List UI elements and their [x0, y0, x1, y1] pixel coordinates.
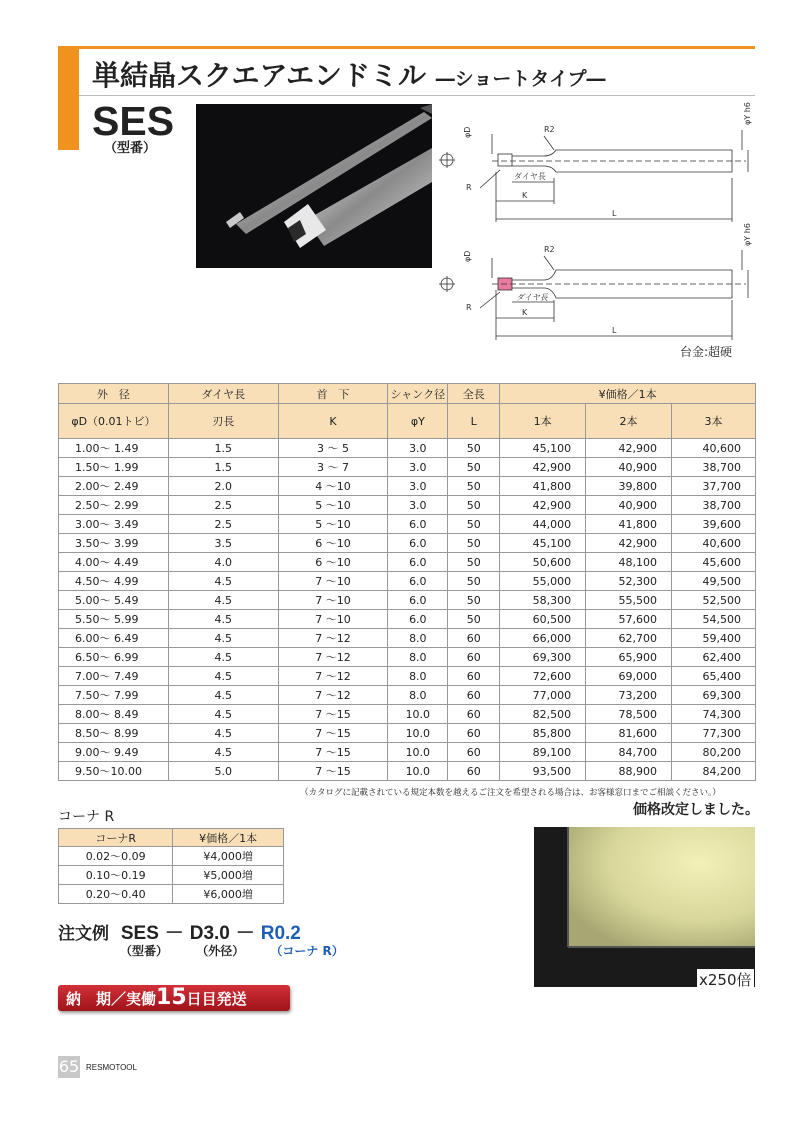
table-cell: 69,300	[500, 648, 586, 667]
table-cell: 50	[448, 534, 500, 553]
table-cell: 60	[448, 762, 500, 781]
th-total-len: 全長	[448, 384, 500, 404]
table-cell: 41,800	[586, 515, 672, 534]
table-cell: 73,200	[586, 686, 672, 705]
table-row	[59, 553, 756, 572]
brand-name: RESMOTOOL	[86, 1063, 137, 1072]
table-row	[59, 591, 756, 610]
delivery-prefix: 納 期／実働	[66, 990, 157, 1008]
corner-cell: 0.02〜0.09	[59, 847, 173, 866]
table-cell: 3.00〜 3.49	[59, 515, 169, 534]
table-cell: 40,900	[586, 458, 672, 477]
table-cell: 5.50〜 5.99	[59, 610, 169, 629]
table-cell: 4.5	[168, 724, 278, 743]
spec-table	[58, 383, 756, 781]
table-cell: 62,700	[586, 629, 672, 648]
th-k: K	[278, 404, 388, 439]
microscope-image	[534, 827, 755, 987]
table-cell: 52,500	[672, 591, 756, 610]
table-cell: 10.0	[388, 762, 448, 781]
table-row	[59, 705, 756, 724]
delivery-days: 15	[156, 985, 187, 1010]
table-cell: 7 〜15	[278, 762, 388, 781]
order-dash-2: －	[235, 923, 255, 944]
table-cell: 50	[448, 572, 500, 591]
table-cell: 8.0	[388, 648, 448, 667]
label-l-1: L	[612, 209, 617, 218]
model-code: SES	[92, 98, 175, 144]
table-cell: 7 〜12	[278, 648, 388, 667]
label-r-2: R	[466, 303, 472, 312]
table-cell: 50,600	[500, 553, 586, 572]
table-cell: 57,600	[586, 610, 672, 629]
order-dash-1: －	[164, 923, 184, 944]
table-cell: 4.0	[168, 553, 278, 572]
table-cell: 10.0	[388, 743, 448, 762]
table-cell: 6.0	[388, 610, 448, 629]
table-cell: 6.00〜 6.49	[59, 629, 169, 648]
order-example	[58, 918, 301, 945]
table-cell: 62,400	[672, 648, 756, 667]
order-corner-label: （コーナ R）	[270, 944, 344, 958]
table-row	[59, 648, 756, 667]
table-cell: 74,300	[672, 705, 756, 724]
table-cell: 82,500	[500, 705, 586, 724]
table-cell: 48,100	[586, 553, 672, 572]
drawing-bottom	[439, 223, 752, 340]
th-phi-d: φD（0.01トビ）	[59, 404, 169, 439]
table-cell: 45,100	[500, 534, 586, 553]
product-photo	[196, 104, 432, 268]
table-cell: 4.5	[168, 610, 278, 629]
table-cell: 2.50〜 2.99	[59, 496, 169, 515]
corner-row	[59, 885, 284, 904]
th-corner-r: コーナR	[59, 829, 173, 847]
table-cell: 58,300	[500, 591, 586, 610]
table-cell: 69,000	[586, 667, 672, 686]
table-cell: 38,700	[672, 458, 756, 477]
model-code-label: （型番）	[104, 141, 157, 156]
title-main: 単結晶スクエアエンドミル	[92, 59, 427, 92]
label-dia-len-2: ダイヤ長	[516, 293, 548, 302]
table-cell: 4.5	[168, 743, 278, 762]
corner-cell: 0.20〜0.40	[59, 885, 173, 904]
th-outer-dia: 外 径	[59, 384, 169, 404]
corner-row	[59, 866, 284, 885]
label-k-1: K	[522, 191, 528, 200]
table-cell: 2.5	[168, 515, 278, 534]
table-cell: 50	[448, 496, 500, 515]
table-cell: 89,100	[500, 743, 586, 762]
table-cell: 40,600	[672, 534, 756, 553]
th-phi-y: φY	[388, 404, 448, 439]
table-cell: 60	[448, 667, 500, 686]
table-cell: 42,900	[500, 458, 586, 477]
header-row-2	[59, 404, 756, 439]
table-cell: 4.5	[168, 572, 278, 591]
label-r2-2: R2	[544, 245, 555, 254]
table-cell: 7 〜15	[278, 743, 388, 762]
table-cell: 4.5	[168, 648, 278, 667]
table-cell: 4.5	[168, 667, 278, 686]
table-cell: 6 〜10	[278, 553, 388, 572]
table-cell: 77,300	[672, 724, 756, 743]
table-cell: 4.5	[168, 705, 278, 724]
table-cell: 60	[448, 724, 500, 743]
th-l: L	[448, 404, 500, 439]
table-row	[59, 572, 756, 591]
table-cell: 50	[448, 553, 500, 572]
table-cell: 5 〜10	[278, 515, 388, 534]
table-cell: 6 〜10	[278, 534, 388, 553]
table-cell: 3.50〜 3.99	[59, 534, 169, 553]
order-model-label: （型番）	[120, 944, 169, 958]
table-cell: 6.0	[388, 572, 448, 591]
corner-r-title: コーナ R	[58, 809, 115, 825]
table-cell: 39,800	[586, 477, 672, 496]
label-r2-1: R2	[544, 125, 555, 134]
page-title	[92, 54, 605, 94]
corner-cell: ¥4,000増	[173, 847, 284, 866]
table-cell: 7 〜10	[278, 610, 388, 629]
order-label: 注文例	[58, 924, 109, 944]
table-cell: 65,900	[586, 648, 672, 667]
table-cell: 6.0	[388, 534, 448, 553]
table-cell: 4.5	[168, 591, 278, 610]
label-k-2: K	[522, 308, 528, 317]
table-cell: 81,600	[586, 724, 672, 743]
table-cell: 60	[448, 629, 500, 648]
table-row	[59, 439, 756, 458]
table-cell: 7 〜10	[278, 591, 388, 610]
table-cell: 50	[448, 477, 500, 496]
th-qty-3: 3本	[672, 404, 756, 439]
table-cell: 7 〜12	[278, 686, 388, 705]
table-cell: 5.00〜 5.49	[59, 591, 169, 610]
table-cell: 7 〜15	[278, 705, 388, 724]
table-cell: 7 〜15	[278, 724, 388, 743]
table-cell: 78,500	[586, 705, 672, 724]
table-cell: 2.00〜 2.49	[59, 477, 169, 496]
table-cell: 4.5	[168, 629, 278, 648]
table-cell: 60	[448, 648, 500, 667]
order-corner: R0.2	[260, 923, 301, 944]
table-row	[59, 496, 756, 515]
table-cell: 8.0	[388, 629, 448, 648]
table-row	[59, 515, 756, 534]
table-cell: 4.5	[168, 686, 278, 705]
label-d-1: φD	[463, 126, 472, 138]
label-d-2: φD	[463, 250, 472, 262]
delivery-suffix: 日目発送	[186, 990, 247, 1008]
corner-cell: ¥5,000増	[173, 866, 284, 885]
corner-cell: 0.10〜0.19	[59, 866, 173, 885]
table-cell: 1.00〜 1.49	[59, 439, 169, 458]
table-cell: 66,000	[500, 629, 586, 648]
table-cell: 69,300	[672, 686, 756, 705]
table-cell: 39,600	[672, 515, 756, 534]
table-row	[59, 458, 756, 477]
table-cell: 4.50〜 4.99	[59, 572, 169, 591]
table-cell: 8.50〜 8.99	[59, 724, 169, 743]
order-diameter-label: （外径）	[196, 944, 245, 958]
drawing-top	[439, 102, 752, 222]
table-cell: 80,200	[672, 743, 756, 762]
table-cell: 55,500	[586, 591, 672, 610]
table-cell: 50	[448, 515, 500, 534]
table-row	[59, 477, 756, 496]
table-cell: 3.0	[388, 458, 448, 477]
table-row	[59, 534, 756, 553]
table-cell: 5.0	[168, 762, 278, 781]
label-r-1: R	[466, 183, 472, 192]
table-cell: 60	[448, 686, 500, 705]
table-cell: 3 〜 5	[278, 439, 388, 458]
table-cell: 50	[448, 610, 500, 629]
table-cell: 45,100	[500, 439, 586, 458]
table-cell: 84,200	[672, 762, 756, 781]
title-subtitle: ―ショートタイプ―	[435, 68, 606, 90]
table-cell: 42,900	[586, 534, 672, 553]
table-cell: 40,600	[672, 439, 756, 458]
table-cell: 38,700	[672, 496, 756, 515]
table-cell: 8.0	[388, 667, 448, 686]
technical-drawings	[436, 100, 756, 350]
table-row	[59, 762, 756, 781]
table-cell: 6.0	[388, 515, 448, 534]
table-cell: 8.0	[388, 686, 448, 705]
table-cell: 84,700	[586, 743, 672, 762]
table-cell: 3.0	[388, 496, 448, 515]
table-cell: 7 〜12	[278, 629, 388, 648]
table-cell: 3.0	[388, 439, 448, 458]
magnification-label: x250倍	[699, 971, 752, 989]
table-cell: 60,500	[500, 610, 586, 629]
th-dia-len: ダイヤ長	[168, 384, 278, 404]
order-diameter: D3.0	[189, 923, 230, 944]
table-cell: 6.50〜 6.99	[59, 648, 169, 667]
table-cell: 5 〜10	[278, 496, 388, 515]
table-cell: 3.0	[388, 477, 448, 496]
th-neck: 首 下	[278, 384, 388, 404]
table-row	[59, 629, 756, 648]
table-cell: 65,400	[672, 667, 756, 686]
table-cell: 1.5	[168, 439, 278, 458]
table-cell: 7 〜12	[278, 667, 388, 686]
th-qty-2: 2本	[586, 404, 672, 439]
table-cell: 60	[448, 705, 500, 724]
table-cell: 9.00〜 9.49	[59, 743, 169, 762]
table-cell: 72,600	[500, 667, 586, 686]
page-number: 65	[58, 1057, 80, 1076]
corner-r-table	[58, 828, 284, 904]
table-cell: 41,800	[500, 477, 586, 496]
table-cell: 6.0	[388, 591, 448, 610]
table-cell: 4.00〜 4.49	[59, 553, 169, 572]
table-row	[59, 667, 756, 686]
table-cell: 50	[448, 591, 500, 610]
top-rule	[79, 46, 755, 49]
table-cell: 85,800	[500, 724, 586, 743]
table-cell: 2.5	[168, 496, 278, 515]
table-cell: 55,000	[500, 572, 586, 591]
table-cell: 60	[448, 743, 500, 762]
delivery-badge	[58, 985, 290, 1011]
table-cell: 7.00〜 7.49	[59, 667, 169, 686]
label-yh6-1: φY h6	[743, 102, 752, 125]
title-rule	[79, 95, 755, 96]
order-example-labels	[120, 942, 344, 959]
table-cell: 1.50〜 1.99	[59, 458, 169, 477]
header-row-1	[59, 384, 756, 404]
table-cell: 37,700	[672, 477, 756, 496]
accent-bar	[58, 46, 79, 150]
th-shank: シャンク径	[388, 384, 448, 404]
table-cell: 7 〜10	[278, 572, 388, 591]
corner-row	[59, 847, 284, 866]
label-l-2: L	[612, 326, 617, 335]
table-cell: 54,500	[672, 610, 756, 629]
table-row	[59, 743, 756, 762]
alloy-note: 台金:超硬	[680, 345, 733, 359]
table-cell: 8.00〜 8.49	[59, 705, 169, 724]
table-cell: 44,000	[500, 515, 586, 534]
th-blade-len: 刃長	[168, 404, 278, 439]
table-cell: 3 〜 7	[278, 458, 388, 477]
table-cell: 45,600	[672, 553, 756, 572]
table-cell: 52,300	[586, 572, 672, 591]
table-cell: 49,500	[672, 572, 756, 591]
price-changed-notice: 価格改定しました。	[633, 802, 759, 818]
table-row	[59, 724, 756, 743]
order-model: SES	[120, 923, 159, 944]
table-cell: 7.50〜 7.99	[59, 686, 169, 705]
table-cell: 93,500	[500, 762, 586, 781]
table-cell: 50	[448, 458, 500, 477]
table-cell: 42,900	[586, 439, 672, 458]
table-cell: 59,400	[672, 629, 756, 648]
table-row	[59, 610, 756, 629]
th-qty-1: 1本	[500, 404, 586, 439]
order-note: （カタログに記載されている規定本数を越えるご注文を希望される場合は、お客様窓口までご相談ください。）	[300, 788, 721, 798]
table-cell: 77,000	[500, 686, 586, 705]
table-cell: 2.0	[168, 477, 278, 496]
label-yh6-2: φY h6	[743, 223, 752, 246]
table-cell: 4 〜10	[278, 477, 388, 496]
corner-cell: ¥6,000増	[173, 885, 284, 904]
table-row	[59, 686, 756, 705]
table-cell: 6.0	[388, 553, 448, 572]
th-corner-price: ¥価格／1本	[173, 829, 284, 847]
table-cell: 10.0	[388, 724, 448, 743]
table-cell: 42,900	[500, 496, 586, 515]
table-cell: 10.0	[388, 705, 448, 724]
th-price: ¥価格／1本	[500, 384, 756, 404]
table-cell: 9.50〜10.00	[59, 762, 169, 781]
table-cell: 3.5	[168, 534, 278, 553]
table-cell: 50	[448, 439, 500, 458]
table-cell: 88,900	[586, 762, 672, 781]
table-cell: 40,900	[586, 496, 672, 515]
label-dia-len-1: ダイヤ長	[514, 172, 546, 181]
table-cell: 1.5	[168, 458, 278, 477]
